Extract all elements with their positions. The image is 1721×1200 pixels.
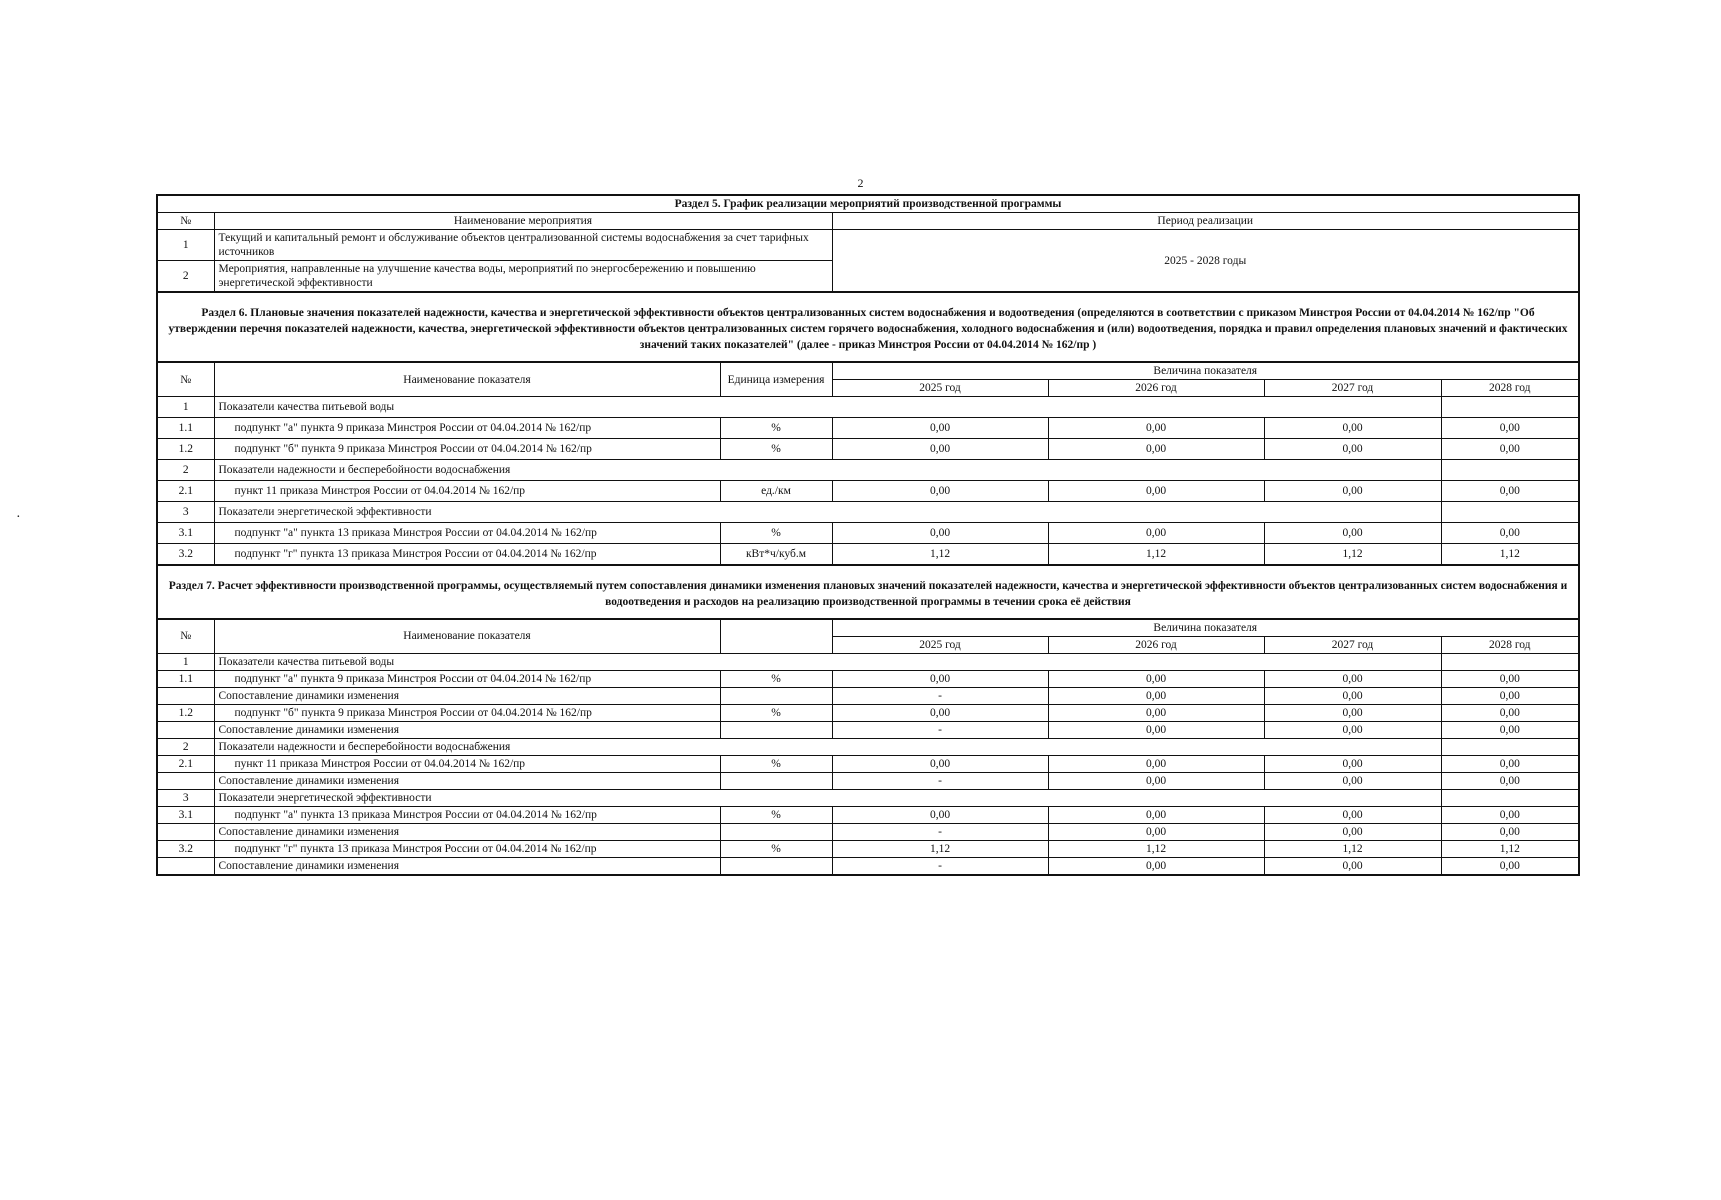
unit-cell: % (720, 806, 832, 823)
value-cell: 0,00 (832, 523, 1048, 544)
document-sheet (156, 194, 1580, 876)
header-year: 2028 год (1441, 380, 1579, 397)
header-year: 2025 год (832, 380, 1048, 397)
value-cell: 0,00 (1048, 755, 1264, 772)
table-row (157, 418, 1579, 439)
value-cell: 1,12 (1048, 840, 1264, 857)
header-activity-name: Наименование мероприятия (214, 213, 832, 230)
empty-cell (720, 687, 832, 704)
header-year: 2026 год (1048, 636, 1264, 653)
value-cell: 0,00 (1048, 418, 1264, 439)
value-cell: 0,00 (832, 806, 1048, 823)
table-row (157, 704, 1579, 721)
value-cell: 0,00 (1264, 687, 1441, 704)
comparison-label: Сопоставление динамики изменения (214, 687, 720, 704)
header-num: № (157, 362, 214, 397)
group-name: Показатели надежности и бесперебойности водоснабжения (214, 738, 1441, 755)
indicator-name: подпункт "а" пункта 13 приказа Минстроя России от 04.04.2014 № 162/пр (214, 523, 720, 544)
value-cell: 1,12 (1264, 544, 1441, 565)
comparison-row (157, 687, 1579, 704)
row-num: 1.2 (157, 704, 214, 721)
indicator-name: пункт 11 приказа Минстроя России от 04.04.2014 № 162/пр (214, 755, 720, 772)
table-row (157, 481, 1579, 502)
empty-cell (720, 823, 832, 840)
comparison-row (157, 823, 1579, 840)
empty-cell (1441, 460, 1579, 481)
empty-cell (157, 687, 214, 704)
margin-mark: · (16, 510, 21, 525)
value-cell: 0,00 (1441, 823, 1579, 840)
section5-table (156, 194, 1580, 293)
row-num: 3 (157, 502, 214, 523)
group-name: Показатели энергетической эффективности (214, 502, 1441, 523)
value-cell: 1,12 (1264, 840, 1441, 857)
empty-cell (157, 857, 214, 875)
value-cell: 0,00 (1048, 772, 1264, 789)
group-row (157, 738, 1579, 755)
group-name: Показатели энергетической эффективности (214, 789, 1441, 806)
comparison-label: Сопоставление динамики изменения (214, 823, 720, 840)
value-cell: 0,00 (1441, 687, 1579, 704)
comparison-row (157, 772, 1579, 789)
header-num: № (157, 213, 214, 230)
section6-body (157, 397, 1579, 565)
table-row (157, 840, 1579, 857)
value-cell: 0,00 (832, 418, 1048, 439)
unit-cell: % (720, 439, 832, 460)
comparison-label: Сопоставление динамики изменения (214, 772, 720, 789)
header-value: Величина показателя (832, 619, 1579, 637)
row-num: 2.1 (157, 755, 214, 772)
value-cell: 0,00 (1264, 418, 1441, 439)
section7-title-block (156, 566, 1580, 618)
header-year: 2028 год (1441, 636, 1579, 653)
header-year: 2027 год (1264, 380, 1441, 397)
unit-cell: % (720, 840, 832, 857)
section7-title: Раздел 7. Расчет эффективности производственной программы, осуществляемый путем сопоставления динамики изменения плановых значений показателей надежности, качества и энергетической эффективности объектов централизованных систем водоснабжения и водоотведения и расходов на реализацию производственной программы в течении срока её действия (168, 579, 1568, 608)
empty-cell (1441, 789, 1579, 806)
header-year: 2026 год (1048, 380, 1264, 397)
value-cell: 0,00 (1048, 481, 1264, 502)
value-cell: 0,00 (1048, 670, 1264, 687)
value-cell: 0,00 (1264, 704, 1441, 721)
page-number: 2 (857, 176, 864, 190)
comparison-label: Сопоставление динамики изменения (214, 721, 720, 738)
indicator-name: подпункт "а" пункта 13 приказа Минстроя России от 04.04.2014 № 162/пр (214, 806, 720, 823)
value-cell: 0,00 (1048, 806, 1264, 823)
group-row (157, 460, 1579, 481)
empty-cell (157, 823, 214, 840)
value-cell: 0,00 (1441, 721, 1579, 738)
section6-title-block (156, 293, 1580, 361)
row-num: 3.1 (157, 806, 214, 823)
value-cell: 1,12 (1441, 840, 1579, 857)
table-row (157, 523, 1579, 544)
value-cell: 0,00 (1264, 670, 1441, 687)
group-row (157, 397, 1579, 418)
empty-cell (1441, 502, 1579, 523)
header-indicator-name: Наименование показателя (214, 619, 720, 654)
value-cell: - (832, 823, 1048, 840)
table-row (157, 755, 1579, 772)
value-cell: 0,00 (1264, 857, 1441, 875)
unit-cell: % (720, 418, 832, 439)
row-num: 1 (157, 653, 214, 670)
header-value: Величина показателя (832, 362, 1579, 380)
unit-cell: ед./км (720, 481, 832, 502)
unit-cell: % (720, 704, 832, 721)
empty-cell (1441, 397, 1579, 418)
row-num: 2 (157, 261, 214, 293)
period-value: 2025 - 2028 годы (832, 230, 1579, 293)
group-name: Показатели качества питьевой воды (214, 653, 1441, 670)
value-cell: 0,00 (1441, 704, 1579, 721)
section5-title: Раздел 5. График реализации мероприятий производственной программы (157, 195, 1579, 213)
header-unit-blank (720, 619, 832, 654)
value-cell: 0,00 (832, 755, 1048, 772)
section7-table (156, 618, 1580, 876)
row-num: 2.1 (157, 481, 214, 502)
row-num: 1 (157, 230, 214, 261)
activity-name: Мероприятия, направленные на улучшение качества воды, мероприятий по энергосбережению и повышению энергетической эффективности (214, 261, 832, 293)
value-cell: 1,12 (832, 840, 1048, 857)
row-num: 1.2 (157, 439, 214, 460)
value-cell: 0,00 (1048, 857, 1264, 875)
header-num: № (157, 619, 214, 654)
value-cell: 1,12 (832, 544, 1048, 565)
value-cell: 0,00 (1264, 823, 1441, 840)
value-cell: 0,00 (1048, 439, 1264, 460)
unit-cell: кВт*ч/куб.м (720, 544, 832, 565)
header-period: Период реализации (832, 213, 1579, 230)
value-cell: 0,00 (832, 704, 1048, 721)
value-cell: 0,00 (1048, 721, 1264, 738)
value-cell: 1,12 (1048, 544, 1264, 565)
section6-title: Раздел 6. Плановые значения показателей надежности, качества и энергетической эффективности объектов централизованных систем водоснабжения и водоотведения (определяются в соответствии с приказом Минстроя России от 04.04.2014 № 162/пр "Об утверждении перечня показателей надежности, качества, энергетической эффективности объектов централизованных систем горячего водоснабжения, холодного водоснабжения и (или) водоотведения, порядка и правил определения плановых значений и фактических значений таких показателей" (далее - приказ Минстроя России от 04.04.2014 № 162/пр ) (168, 307, 1568, 351)
value-cell: 0,00 (1441, 806, 1579, 823)
value-cell: 0,00 (1441, 439, 1579, 460)
indicator-name: подпункт "б" пункта 9 приказа Минстроя России от 04.04.2014 № 162/пр (214, 439, 720, 460)
group-row (157, 653, 1579, 670)
value-cell: - (832, 721, 1048, 738)
row-num: 1.1 (157, 418, 214, 439)
value-cell: 0,00 (1264, 772, 1441, 789)
comparison-row (157, 857, 1579, 875)
value-cell: 1,12 (1441, 544, 1579, 565)
header-indicator-name: Наименование показателя (214, 362, 720, 397)
indicator-name: подпункт "а" пункта 9 приказа Минстроя России от 04.04.2014 № 162/пр (214, 670, 720, 687)
unit-cell: % (720, 755, 832, 772)
row-num: 3.1 (157, 523, 214, 544)
value-cell: 0,00 (1441, 772, 1579, 789)
value-cell: 0,00 (1441, 418, 1579, 439)
value-cell: 0,00 (832, 481, 1048, 502)
indicator-name: подпункт "г" пункта 13 приказа Минстроя России от 04.04.2014 № 162/пр (214, 840, 720, 857)
table-row (157, 544, 1579, 565)
group-row (157, 789, 1579, 806)
table-row (157, 230, 1579, 261)
value-cell: 0,00 (832, 670, 1048, 687)
value-cell: 0,00 (1048, 704, 1264, 721)
value-cell: - (832, 687, 1048, 704)
indicator-name: пункт 11 приказа Минстроя России от 04.04.2014 № 162/пр (214, 481, 720, 502)
comparison-row (157, 721, 1579, 738)
group-name: Показатели надежности и бесперебойности водоснабжения (214, 460, 1441, 481)
header-year: 2027 год (1264, 636, 1441, 653)
header-year: 2025 год (832, 636, 1048, 653)
row-num: 3 (157, 789, 214, 806)
value-cell: 0,00 (1441, 857, 1579, 875)
activity-name: Текущий и капитальный ремонт и обслуживание объектов централизованной системы водоснабжения за счет тарифных источников (214, 230, 832, 261)
header-unit: Единица измерения (720, 362, 832, 397)
value-cell: 0,00 (1441, 523, 1579, 544)
indicator-name: подпункт "г" пункта 13 приказа Минстроя России от 04.04.2014 № 162/пр (214, 544, 720, 565)
group-row (157, 502, 1579, 523)
section6-table (156, 361, 1580, 566)
row-num: 1.1 (157, 670, 214, 687)
row-num: 2 (157, 738, 214, 755)
table-row (157, 439, 1579, 460)
empty-cell (1441, 738, 1579, 755)
empty-cell (157, 772, 214, 789)
value-cell: 0,00 (1441, 481, 1579, 502)
unit-cell: % (720, 670, 832, 687)
value-cell: 0,00 (1441, 755, 1579, 772)
row-num: 1 (157, 397, 214, 418)
value-cell: 0,00 (1264, 755, 1441, 772)
value-cell: 0,00 (1264, 523, 1441, 544)
value-cell: 0,00 (1441, 670, 1579, 687)
row-num: 3.2 (157, 840, 214, 857)
empty-cell (720, 772, 832, 789)
empty-cell (720, 857, 832, 875)
indicator-name: подпункт "а" пункта 9 приказа Минстроя России от 04.04.2014 № 162/пр (214, 418, 720, 439)
empty-cell (720, 721, 832, 738)
value-cell: - (832, 772, 1048, 789)
empty-cell (157, 721, 214, 738)
value-cell: 0,00 (1264, 439, 1441, 460)
value-cell: 0,00 (1264, 481, 1441, 502)
value-cell: 0,00 (1048, 687, 1264, 704)
empty-cell (1441, 653, 1579, 670)
value-cell: 0,00 (1264, 806, 1441, 823)
unit-cell: % (720, 523, 832, 544)
group-name: Показатели качества питьевой воды (214, 397, 1441, 418)
value-cell: 0,00 (1048, 823, 1264, 840)
section7-body (157, 653, 1579, 875)
row-num: 2 (157, 460, 214, 481)
row-num: 3.2 (157, 544, 214, 565)
comparison-label: Сопоставление динамики изменения (214, 857, 720, 875)
value-cell: 0,00 (1048, 523, 1264, 544)
value-cell: 0,00 (832, 439, 1048, 460)
table-row (157, 806, 1579, 823)
value-cell: 0,00 (1264, 721, 1441, 738)
value-cell: - (832, 857, 1048, 875)
indicator-name: подпункт "б" пункта 9 приказа Минстроя России от 04.04.2014 № 162/пр (214, 704, 720, 721)
table-row (157, 670, 1579, 687)
